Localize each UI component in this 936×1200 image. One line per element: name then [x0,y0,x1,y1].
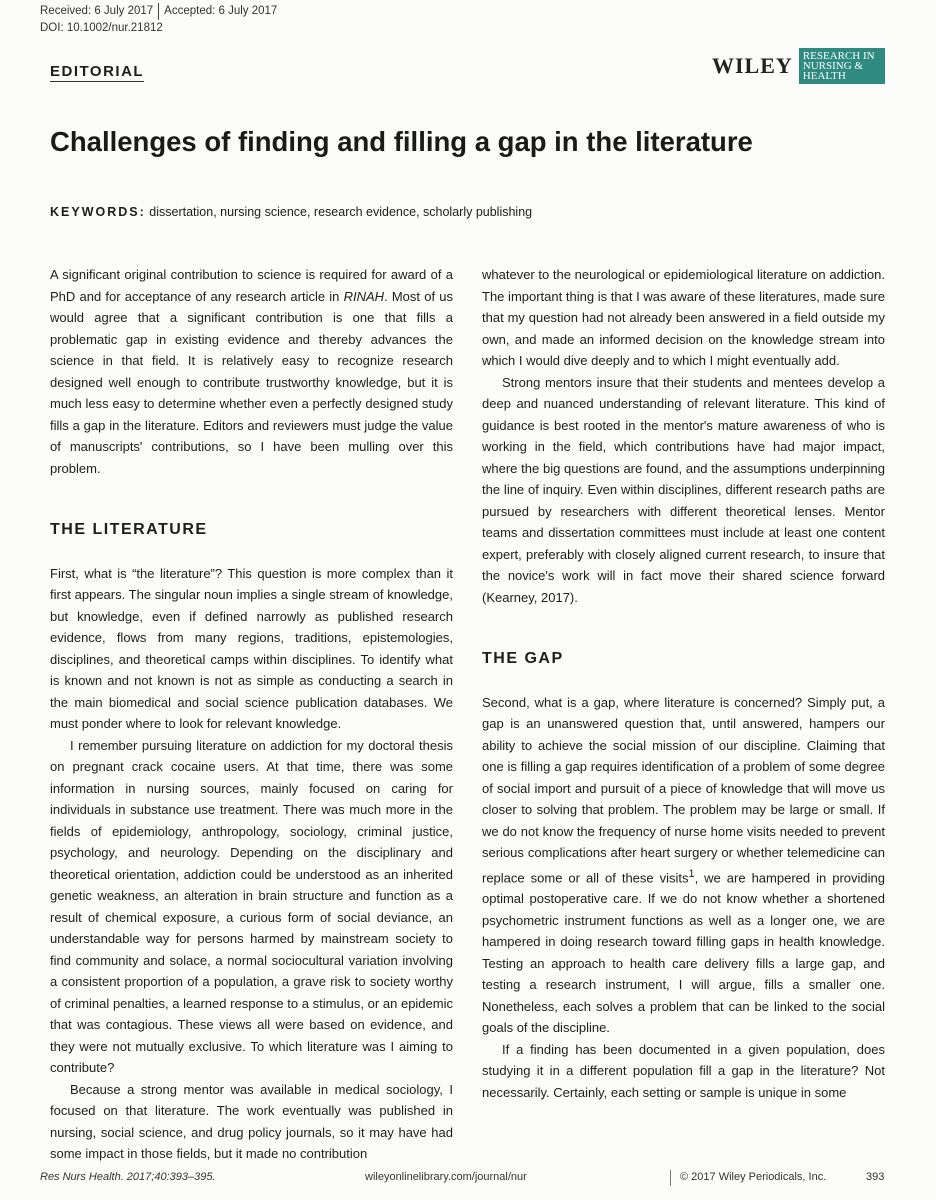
section-label: EDITORIAL [50,63,145,80]
keywords-text: dissertation, nursing science, research evidence, scholarly publishing [149,205,533,219]
journal-logo: RESEARCH IN NURSING & HEALTH [799,48,885,84]
intro-paragraph: A significant original contribution to science is required for award of a PhD and for acceptance of any research article in RINAH. Most of us would agree that a significant contribution is one that fills a problematic gap in existing evidence and thereby advances the science in that field. It is relatively easy to recognize research designed well enough to contribute trustworthy knowledge, but it is much less easy to determine whether even a perfectly designed study fills a gap in the literature. Editors and reviewers must judge the value of manuscripts' contributions, so I have been mulling over this problem. [50,267,453,476]
article-meta [40,3,277,36]
footer-url[interactable]: wileyonlinelibrary.com/journal/nur [365,1171,527,1183]
received-date: Received: 6 July 2017 [40,5,154,17]
paragraph: whatever to the neurological or epidemiological literature on addiction. The important thing is that I was aware of these literatures, made sure that my question had not already been answered in a field outside my own, and made an informed decision on the knowledge stream into which I would dive deeply and to which I might eventually add. [482,267,885,368]
heading-the-gap: THE GAP [482,650,564,667]
heading-the-literature: THE LITERATURE [50,521,208,538]
paragraph: Because a strong mentor was available in medical sociology, I focused on that literature. The work eventually was published in nursing, social science, and drug policy journals, so it may have had some impact in those fields, but it made no contribution [50,1081,453,1161]
paragraph: I remember pursuing literature on addiction for my doctoral thesis on pregnant crack cocaine users. At that time, there was some information in nursing sources, mainly focused on caring for individuals in substance use treatment. There was much more in the fields of epidemiology, anthropology, sociology, criminal justice, psychology, and neurology. Depending on the disciplinary and theoretical orientation, addiction could be understood as an inherited genetic weakness, an alteration in brain structure and function as a result of chemical exposure, a curious form of social deviance, an understandable way for persons harmed by mainstream society to find community and solace, a normal sociocultural variation involving a consistent proportion of a population, a grave risk to society worthy of criminal penalties, a learned response to a stimulus, or an epidemic that was contagious. These views all were based on evidence, and they were not mutually exclusive. To which literature was I aiming to contribute? [50,737,453,1075]
article-title: Challenges of finding and filling a gap in the literature [50,126,753,157]
footer-citation: Res Nurs Health. 2017;40:393–395. [40,1171,216,1183]
page-number: 393 [866,1171,885,1183]
keywords-label: KEYWORDS: [50,205,146,219]
keywords [50,205,532,219]
doi[interactable]: DOI: 10.1002/nur.21812 [40,22,163,34]
wiley-logo: WILEY [712,53,793,78]
footer-divider [670,1170,671,1186]
publisher-logo [712,48,885,84]
footnote-ref[interactable]: 1 [688,867,695,880]
paragraph: Strong mentors insure that their students and mentees develop a deep and nuanced understanding of relevant literature. This kind of guidance is best rooted in the mentor's mature awareness of who is working in the field, which contributions have had major impact, where the big questions are found, and the assumptions underpinning the line of inquiry. Even within disciplines, different research paths are pursued by researchers with different theoretical lenses. Mentor teams and dissertation committees must include at least one content expert, preferably with closely aligned current research, to insure that the novice's work will in fact move their shared science forward (Kearney, 2017). [482,374,885,605]
paragraph: If a finding has been documented in a given population, does studying it in a different population fill a gap in the literature? Not necessarily. Certainly, each setting or sample is unique in some [482,1041,885,1100]
right-column [482,264,885,1103]
meta-divider [158,3,159,20]
footer-copyright: © 2017 Wiley Periodicals, Inc. [680,1171,827,1183]
accepted-date: Accepted: 6 July 2017 [164,5,278,17]
paragraph: First, what is “the literature”? This question is more complex than it first appears. The singular noun implies a single stream of knowledge, but knowledge, even if defined narrowly as published research evidence, flows from many regions, traditions, epistemologies, disciplines, and theoretical camps within disciplines. To identify what is known and not known is not as simple as conducting a search in the main biomedical and social science publication databases. We must ponder where to look for relevant knowledge. [50,565,453,731]
left-column [50,264,453,1165]
paragraph: Second, what is a gap, where literature is concerned? Simply put, a gap is an unanswered question that, until answered, hampers our ability to achieve the social mission of our discipline. Claiming that one is filling a gap requires identification of a problem of some degree of social import and pursuit of a piece of knowledge that will move us closer to solving that problem. The problem may be large or small. If we do not know the frequency of nurse home visits needed to prevent serious complications after heart surgery or whether telemedicine can replace some or all of these visits$^1$, we are hampered in providing optimal postoperative care. If we do not know whether a shortened psychometric instrument functions as well as a longer one, we are hampered in doing research toward filling gaps in health knowledge. Testing an approach to health care delivery fills a large gap, and testing a research instrument, I will argue, fills a smaller one. Nonetheless, each solves a problem that can be linked to the social goals of the discipline. [482,694,885,1036]
journal-abbrev: RINAH [343,288,385,304]
